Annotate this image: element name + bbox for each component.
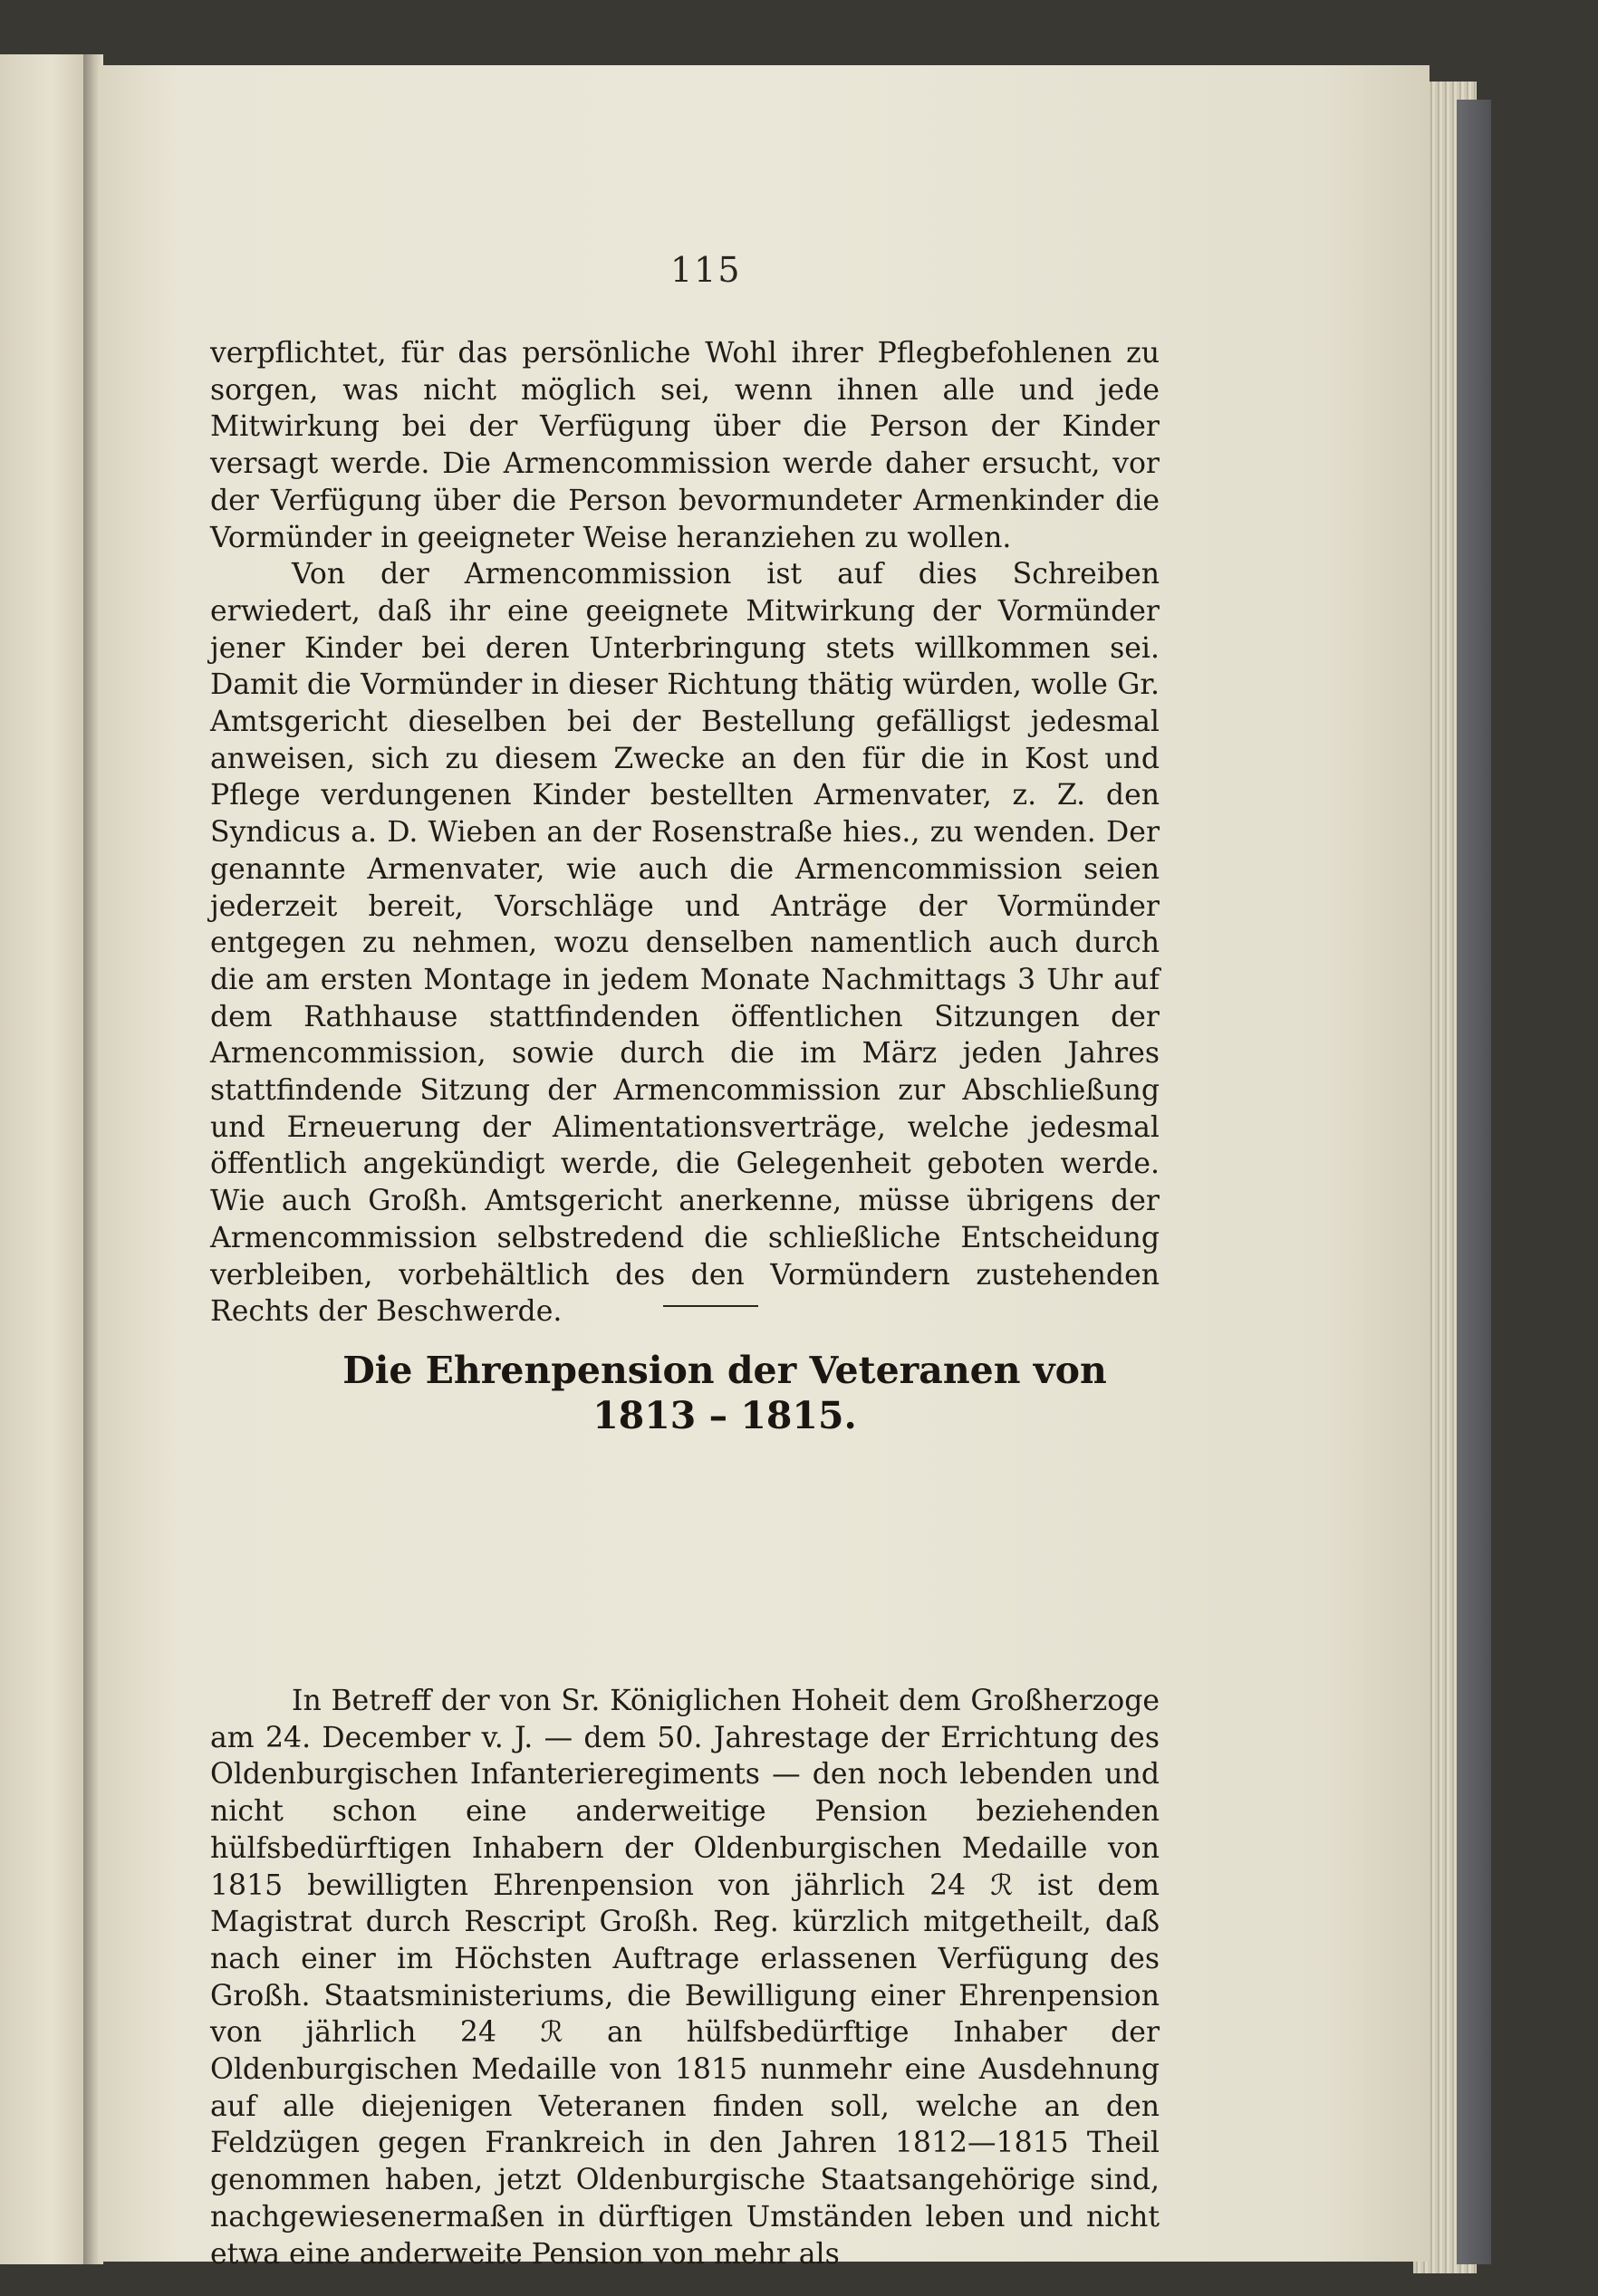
section-heading xyxy=(272,1348,1178,1438)
section-divider xyxy=(663,1305,758,1307)
top-text-block xyxy=(210,335,1160,1331)
book-cover-edge xyxy=(1457,100,1491,2264)
paragraph-continuation: verpflichtet, für das persönliche Wohl ihrer Pflegbefohlenen zu sorgen, was nicht möglich sei, wenn ihnen alle und jede Mitwirkung bei der Verfügung über die Person der Kinder versagt werde. Die Armencommission werde daher ersucht, vor der Verfügung über die Person bevormundeter Armenkinder die Vormünder in geeigneter Weise heranziehen zu wollen. xyxy=(210,337,1160,554)
paragraph-armencommission-reply: Von der Armencommission ist auf dies Schreiben erwiedert, daß ihr eine geeignete Mitwirkung der Vormünder jener Kinder bei deren Unterbringung stets willkommen sei. Damit die Vormünder in dieser Richtung thätig würden, wolle Gr. Amtsgericht dieselben bei der Bestellung gefälligst jedesmal anweisen, sich zu diesem Zwecke an den für die in Kost und Pflege verdungenen Kinder bestellten Armenvater, z. Z. den Syndicus a. D. Wieben an der Rosenstraße hies., zu wenden. Der genannte Armenvater, wie auch die Armencommission seien jederzeit bereit, Vorschläge und Anträge der Vormünder entgegen zu nehmen, wozu denselben namentlich auch durch die am ersten Montage in jedem Monate Nachmittags 3 Uhr auf dem Rathhause stattfindenden öffentlichen Sitzungen der Armencommission, sowie durch die im März jeden Jahres stattfindende Sitzung der Armencommission zur Abschließung und Erneuerung der Alimentationsverträge, welche jedesmal öffentlich angekündigt werde, die Gelegenheit geboten werde. Wie auch Großh. Amtsgericht anerkenne, müsse übrigens der Armencommission selbstredend die schließliche Entscheidung verbleiben, vorbehältlich des den Vormündern zustehenden Rechts der Beschwerde. xyxy=(210,558,1160,1329)
bottom-text-block xyxy=(210,1683,1160,2272)
heading-line-2: 1813 – 1815. xyxy=(592,1394,857,1437)
page-number: 115 xyxy=(670,250,742,290)
left-page-edge xyxy=(0,54,86,2264)
paragraph-ehrenpension: In Betreff der von Sr. Königlichen Hoheit dem Großherzoge am 24. December v. J. — dem 50. Jahrestage der Errichtung des Oldenburgischen Infanterieregiments — den noch lebenden und nicht schon eine anderweitige Pension beziehenden hülfsbedürftigen Inhabern der Oldenburgischen Medaille von 1815 bewilligten Ehrenpension von jährlich 24 ℛ ist dem Magistrat durch Rescript Großh. Reg. kürzlich mitgetheilt, daß nach einer im Höchsten Auftrage erlassenen Verfügung des Großh. Staatsministeriums, die Bewilligung einer Ehrenpension von jährlich 24 ℛ an hülfsbedürftige Inhaber der Oldenburgischen Medaille von 1815 nunmehr eine Ausdehnung auf alle diejenigen Veteranen finden soll, welche an den Feldzügen gegen Frankreich in den Jahren 1812—1815 Theil genommen haben, jetzt Oldenburgische Staatsangehörige sind, nachgewiesenermaßen in dürftigen Umständen leben und nicht etwa eine anderweite Pension von mehr als xyxy=(210,1685,1160,2271)
heading-line-1: Die Ehrenpension der Veteranen von xyxy=(342,1349,1107,1392)
